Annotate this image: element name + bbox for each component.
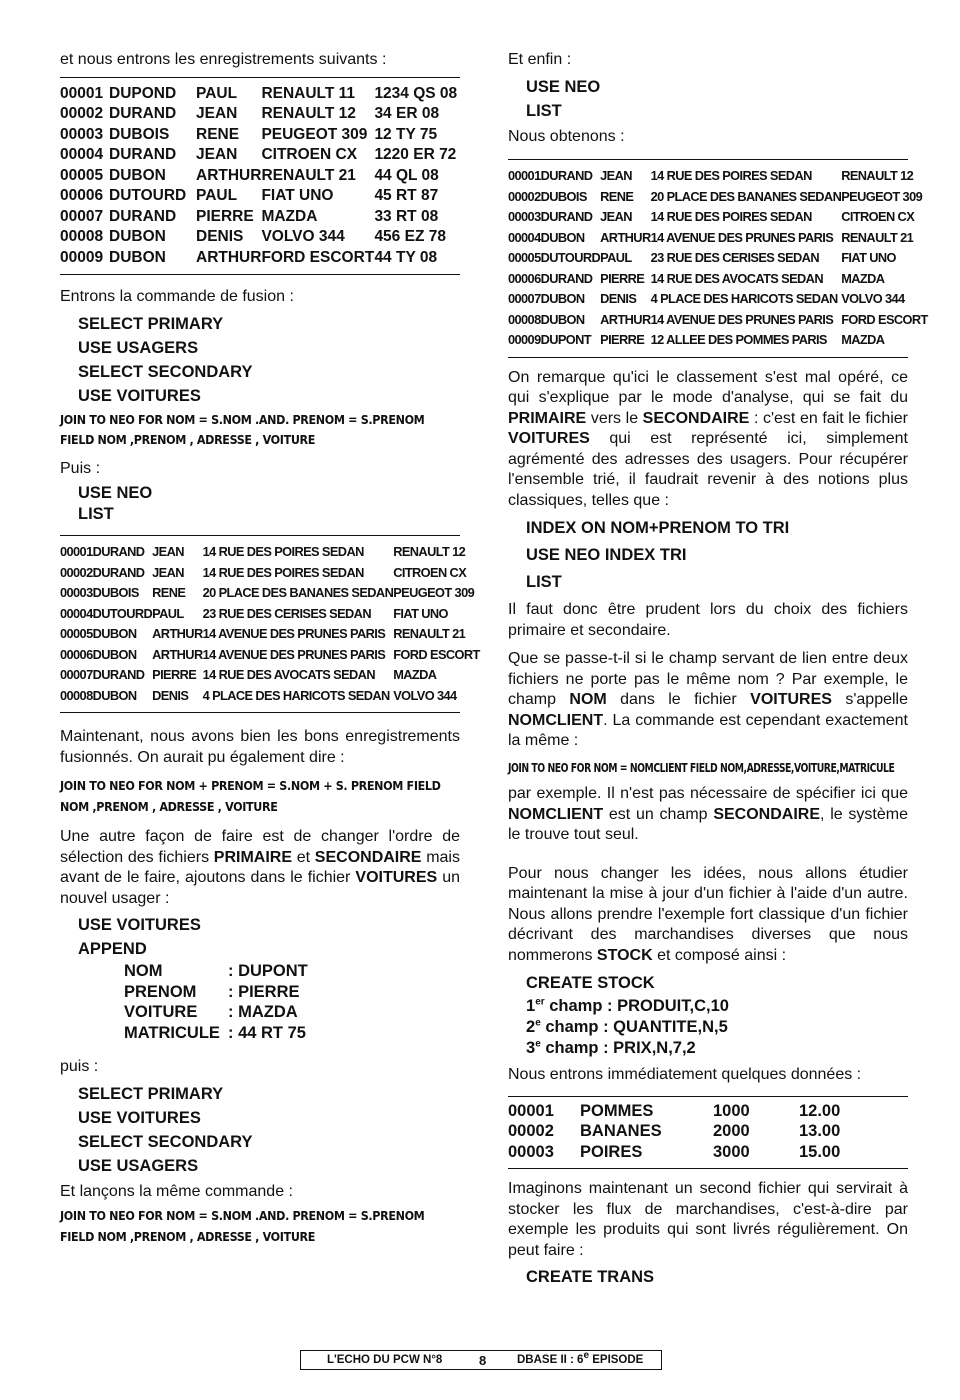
table-cell: ARTHUR <box>152 646 203 662</box>
table-cell: 14 RUE DES POIRES SEDAN <box>202 564 364 580</box>
command-block-3 <box>60 913 460 961</box>
table-cell: RENAULT 12 <box>393 544 466 559</box>
table-cell: 00001 <box>508 168 541 183</box>
que-se-passe-text: Que se passe-t-il si le champ servant de lien entre deux fichiers ne porte pas le même nom ? Par exemple, le champ NOM dans le fichier VOITURES s'appelle NOMCLIENT. La commande est cependant exactement la même : <box>508 650 909 749</box>
table-cell: 1220 ER 72 <box>374 146 457 163</box>
table-cell: POMMES <box>580 1101 654 1120</box>
table-cell: 00003 <box>508 1142 554 1161</box>
table-row <box>60 645 480 666</box>
table-cell: DURAND <box>109 146 177 163</box>
table-cell: RENAULT 21 <box>393 626 466 641</box>
table-cell: 20 PLACE DES BANANES SEDAN <box>202 585 394 600</box>
table-cell: 00004 <box>60 146 104 163</box>
table-cell: 00008 <box>508 311 541 327</box>
obtenons-text: Nous obtenons : <box>508 127 625 145</box>
table-cell: FORD ESCORT <box>261 248 375 266</box>
table-cell: 00002 <box>60 105 104 122</box>
table-cell: JEAN <box>152 544 184 559</box>
champs-list <box>508 996 908 1059</box>
field-value: : DUPONT <box>228 962 308 980</box>
table-cell: PEUGEOT 309 <box>261 125 368 143</box>
table-cell: DUTOURD <box>540 250 601 265</box>
table-row <box>60 186 457 207</box>
command-block-4 <box>60 1082 460 1178</box>
table-cell: DUPONT <box>540 332 592 347</box>
table-cell: 00002 <box>508 1122 554 1140</box>
champ-line: 1er champ : PRODUIT,C,10 <box>526 996 729 1015</box>
table-cell: RENAULT 21 <box>261 166 356 184</box>
table-cell: 44 TY 08 <box>374 248 438 266</box>
table-cell: RENE <box>600 188 634 204</box>
table-cell: 14 RUE DES AVOCATS SEDAN <box>650 270 823 286</box>
table-cell: 00002 <box>508 188 541 204</box>
stock-table <box>508 1101 840 1163</box>
table-row <box>60 227 457 248</box>
table-cell: CITROEN CX <box>261 146 358 163</box>
table-cell: JEAN <box>600 168 632 183</box>
page-footer <box>300 1350 662 1370</box>
table-cell: ARTHUR <box>196 166 262 184</box>
table-cell: 4 PLACE DES HARICOTS SEDAN <box>202 687 390 703</box>
table-cell: 00006 <box>60 187 104 204</box>
command-line: USE NEO <box>526 77 601 96</box>
records-table-2 <box>60 542 480 706</box>
table-cell: 14 AVENUE DES PRUNES PARIS <box>202 626 386 641</box>
champ-line: 3e champ : PRIX,N,7,2 <box>526 1038 696 1057</box>
table-cell: 23 RUE DES CERISES SEDAN <box>202 605 371 621</box>
table-cell: POIRES <box>580 1142 643 1161</box>
table-cell: 00004 <box>60 605 93 621</box>
table-cell: 14 AVENUE DES PRUNES PARIS <box>650 229 834 245</box>
pour-nous-text: Pour nous changer les idées, nous allons étudier maintenant la mise à jour d'un fichier à l'aide d'un autre. Nous allons prendre l'exemple fort classique d'un fichier décrivant des marchandises diverses que nous nommerons STOCK et composé ainsi : <box>508 864 908 964</box>
command-block-5 <box>508 75 908 123</box>
intro-text: et nous entrons les enregistrements suivants : <box>60 51 387 68</box>
table-cell: DUBOIS <box>109 125 170 143</box>
table-row <box>60 604 480 625</box>
command-line: USE NEO INDEX TRI <box>526 546 687 564</box>
prudent-text: Il faut donc être prudent lors du choix des fichiers primaire et secondaire. <box>508 601 908 639</box>
right-column <box>508 50 928 1289</box>
table-cell: 14 AVENUE DES PRUNES PARIS <box>650 311 834 327</box>
table-cell: JEAN <box>196 105 238 122</box>
table-cell: DUBON <box>92 646 137 662</box>
table-row <box>508 1101 840 1122</box>
table-cell: 00009 <box>508 332 541 347</box>
append-fields <box>60 961 460 1043</box>
table-cell: 00009 <box>60 248 104 266</box>
command-line: USE USAGERS <box>78 338 199 357</box>
table-cell: 33 RT 08 <box>374 207 439 225</box>
table-cell: VOLVO 344 <box>393 687 457 703</box>
table-cell: 00006 <box>60 646 93 662</box>
table-cell: DUBON <box>540 291 585 306</box>
append-field-line <box>60 1023 460 1044</box>
table-cell: FORD ESCORT <box>841 311 928 327</box>
command-block-1 <box>60 312 460 408</box>
table-cell: 14 AVENUE DES PRUNES PARIS <box>202 646 386 662</box>
table-cell: CITROEN CX <box>393 564 467 580</box>
table-cell: DUBON <box>109 248 166 266</box>
join-command-1: JOIN TO NEO FOR NOM = S.NOM .AND. PRENOM = S.PRENOM FIELD NOM ,PRENOM , ADRESSE , VOITURE <box>60 411 425 447</box>
table-row <box>508 289 928 310</box>
footer-page-number: 8 <box>479 1352 487 1368</box>
append-field-line <box>60 982 460 1003</box>
table-cell: DUBOIS <box>92 585 139 600</box>
command-block-6 <box>508 515 908 596</box>
table-cell: DUBON <box>540 229 585 245</box>
table-cell: JEAN <box>196 146 238 163</box>
table-cell: DUBON <box>92 626 137 641</box>
table-cell: RENE <box>196 125 240 143</box>
command-line: SELECT PRIMARY <box>78 1084 224 1103</box>
table-cell: 00008 <box>60 228 104 245</box>
enfin-text: Et enfin : <box>508 51 572 68</box>
table-row <box>508 166 928 187</box>
create-stock-command: CREATE STOCK <box>526 974 655 992</box>
table-row <box>508 207 928 228</box>
table-cell: RENAULT 11 <box>261 84 356 102</box>
command-line: USE VOITURES <box>78 386 201 405</box>
stock-table-body <box>508 1101 840 1163</box>
table-cell: 20 PLACE DES BANANES SEDAN <box>650 188 842 204</box>
table-cell: JEAN <box>600 209 632 224</box>
command-line: LIST <box>78 505 114 523</box>
table-cell: DURAND <box>540 168 593 183</box>
table-cell: DUTOURD <box>92 605 153 621</box>
table-cell: PIERRE <box>600 270 645 286</box>
command-line: LIST <box>526 573 562 591</box>
table-cell: DUBON <box>109 228 166 245</box>
champ-line: 2e champ : QUANTITE,N,5 <box>526 1017 728 1036</box>
table-cell: FIAT UNO <box>841 250 896 265</box>
donnees-text: Nous entrons immédiatement quelques données : <box>508 1066 862 1083</box>
table-row <box>508 187 928 208</box>
table-cell: DURAND <box>92 544 145 559</box>
table-row <box>60 207 457 228</box>
field-name: NOM <box>124 962 163 980</box>
table-cell: 12.00 <box>799 1101 841 1120</box>
puis-label-2: puis : <box>60 1058 99 1075</box>
join-command-2: JOIN TO NEO FOR NOM + PRENOM = S.NOM + S. PRENOM FIELD NOM ,PRENOM , ADRESSE , VOITURE <box>60 778 441 814</box>
table-cell: 00003 <box>60 125 104 143</box>
table-row <box>508 1121 840 1142</box>
table-cell: DUTOURD <box>109 187 187 204</box>
records-table-2-body <box>60 542 480 706</box>
table-cell: 00004 <box>508 229 541 245</box>
table-cell: 12 TY 75 <box>374 125 438 143</box>
join-command-4: JOIN TO NEO FOR NOM = NOMCLIENT FIELD NOM,ADRESSE,VOITURE,MATRICULE <box>508 760 895 775</box>
table-cell: 00008 <box>60 687 93 703</box>
table-cell: PIERRE <box>196 207 254 225</box>
table-row <box>508 1142 840 1163</box>
left-column <box>60 50 480 1247</box>
table-cell: 4 PLACE DES HARICOTS SEDAN <box>650 291 838 306</box>
table-cell: 00007 <box>60 207 104 225</box>
table-cell: DENIS <box>196 228 244 245</box>
table-row <box>60 145 457 166</box>
table-cell: DUBON <box>540 311 585 327</box>
table-cell: PAUL <box>196 84 238 102</box>
table-row <box>60 686 480 707</box>
create-trans-command: CREATE TRANS <box>526 1268 655 1286</box>
table-cell: PAUL <box>196 187 238 204</box>
table-cell: MAZDA <box>393 667 437 682</box>
table-cell: VOLVO 344 <box>261 228 345 245</box>
table-cell: MAZDA <box>261 207 318 225</box>
table-cell: 14 RUE DES AVOCATS SEDAN <box>202 667 375 682</box>
table-row <box>508 228 928 249</box>
join-command-3: JOIN TO NEO FOR NOM = S.NOM .AND. PRENOM = S.PRENOM FIELD NOM ,PRENOM , ADRESSE , VOITURE <box>60 1208 425 1244</box>
command-line: INDEX ON NOM+PRENOM TO TRI <box>526 519 790 537</box>
lancons-text: Et lançons la même commande : <box>60 1182 293 1200</box>
table-cell: PAUL <box>600 250 632 265</box>
field-value: : PIERRE <box>228 982 300 1001</box>
table-cell: MAZDA <box>841 270 885 286</box>
table-cell: FORD ESCORT <box>393 646 480 662</box>
table-row <box>60 624 480 645</box>
field-value: : 44 RT 75 <box>228 1023 306 1042</box>
table-cell: PAUL <box>152 605 184 621</box>
table-cell: 13.00 <box>799 1122 841 1140</box>
table-cell: 00001 <box>508 1101 554 1120</box>
command-block-2 <box>60 483 460 525</box>
table-cell: VOLVO 344 <box>841 291 905 306</box>
append-field-line <box>60 961 460 982</box>
table-cell: 456 EZ 78 <box>374 228 446 245</box>
table-cell: ARTHUR <box>152 626 203 641</box>
fusion-intro: Entrons la commande de fusion : <box>60 288 294 305</box>
table-cell: 00003 <box>60 585 93 600</box>
table-row <box>508 248 928 269</box>
table-cell: 1234 QS 08 <box>374 84 458 102</box>
table-cell: 00003 <box>508 209 541 224</box>
command-line: SELECT SECONDARY <box>78 1132 253 1151</box>
table-cell: FIAT UNO <box>261 187 334 204</box>
table-cell: DENIS <box>600 291 637 306</box>
footer-section: DBASE II : 6e EPISODE <box>517 1350 644 1366</box>
table-cell: PIERRE <box>152 667 197 682</box>
puis-label: Puis : <box>60 459 101 477</box>
table-row <box>508 310 928 331</box>
table-cell: 00005 <box>60 166 104 184</box>
autre-facon-text: Une autre façon de faire est de changer l'ordre de sélection des fichiers PRIMAIRE et SECONDAIRE mais avant de le faire, ajoutons dans le fichier VOITURES un nouvel usager : <box>60 828 460 907</box>
table-row <box>60 248 457 269</box>
table-cell: DUPOND <box>109 84 177 102</box>
table-cell: 34 ER 08 <box>374 105 440 122</box>
table-cell: 00001 <box>60 84 104 102</box>
table-cell: 14 RUE DES POIRES SEDAN <box>650 168 812 183</box>
command-line: LIST <box>526 101 562 120</box>
table-row <box>60 125 457 146</box>
table-cell: DUBOIS <box>540 188 587 204</box>
table-cell: DENIS <box>152 687 189 703</box>
field-name: VOITURE <box>124 1003 198 1021</box>
table-cell: 15.00 <box>799 1142 841 1161</box>
command-line: USE VOITURES <box>78 916 201 934</box>
command-line: USE VOITURES <box>78 1108 201 1127</box>
table-row <box>60 583 480 604</box>
remarque-text: On remarque qu'ici le classement s'est mal opéré, ce qui s'explique par le mode d'analyse, qui se fait du PRIMAIRE vers le SECONDAIRE : c'est en fait le fichier VOITURES qui est représenté ici, simplement agrémenté des adresses des usagers. Pour récupérer l'ensemble trié, il faudrait revenir à des notions plus classiques, telles que : <box>508 368 908 509</box>
table-row <box>60 542 480 563</box>
table-cell: FIAT UNO <box>393 605 448 621</box>
table-cell: MAZDA <box>841 332 885 347</box>
par-exemple-text: par exemple. Il n'est pas nécessaire de spécifier ici que NOMCLIENT est un champ SECONDAIRE, le système le trouve tout seul. <box>508 785 909 843</box>
table-cell: ARTHUR <box>600 311 651 327</box>
records-table-3 <box>508 166 928 351</box>
table-cell: 3000 <box>713 1142 750 1161</box>
table-cell: 00007 <box>508 291 541 306</box>
table-row <box>60 563 480 584</box>
table-cell: 14 RUE DES POIRES SEDAN <box>650 209 812 224</box>
table-cell: 45 RT 87 <box>374 187 439 204</box>
table-cell: PEUGEOT 309 <box>841 188 923 204</box>
field-value: : MAZDA <box>228 1003 298 1021</box>
table-cell: ARTHUR <box>196 248 262 266</box>
table-cell: DURAND <box>92 564 145 580</box>
table-cell: RENAULT 12 <box>841 168 914 183</box>
table-cell: 44 QL 08 <box>374 166 439 184</box>
command-line: USE USAGERS <box>78 1156 199 1175</box>
table-cell: 1000 <box>713 1101 750 1120</box>
command-line: APPEND <box>78 940 147 958</box>
table-cell: 00006 <box>508 270 541 286</box>
table-cell: 00005 <box>60 626 93 641</box>
records-table-3-body <box>508 166 928 351</box>
table-row <box>60 665 480 686</box>
table-cell: RENE <box>152 585 186 600</box>
footer-magazine: L'ECHO DU PCW N°8 <box>327 1354 443 1366</box>
table-cell: BANANES <box>580 1122 662 1140</box>
table-cell: DUBON <box>92 687 137 703</box>
field-name: PRENOM <box>124 982 197 1001</box>
table-cell: 00001 <box>60 544 93 559</box>
table-row <box>508 269 928 290</box>
table-row <box>508 330 928 351</box>
table-cell: PEUGEOT 309 <box>393 585 475 600</box>
table-cell: DURAND <box>109 105 177 122</box>
table-cell: ARTHUR <box>600 229 651 245</box>
table-cell: 00005 <box>508 250 541 265</box>
table-cell: DURAND <box>540 209 593 224</box>
table-cell: 00007 <box>60 667 93 682</box>
table-row <box>60 166 457 187</box>
records-table-1 <box>60 84 457 269</box>
table-row <box>60 104 457 125</box>
table-cell: CITROEN CX <box>841 209 915 224</box>
command-line: SELECT PRIMARY <box>78 314 224 333</box>
maintenant-text: Maintenant, nous avons bien les bons enregistrements fusionnés. On aurait pu également dire : <box>60 728 460 766</box>
table-cell: DUBON <box>109 166 166 184</box>
table-cell: RENAULT 12 <box>261 105 356 122</box>
table-cell: 00002 <box>60 564 93 580</box>
records-table-1-body <box>60 84 457 269</box>
table-row <box>60 84 457 105</box>
table-cell: DURAND <box>109 207 177 225</box>
table-cell: PIERRE <box>600 332 645 347</box>
imaginons-text: Imaginons maintenant un second fichier qui servirait à stocker les flux de marchandises, c'est-à-dire par exemple les produits qui sont livrés régulièrement. On peut faire : <box>508 1180 908 1259</box>
command-line: USE NEO <box>78 484 153 502</box>
command-line: SELECT SECONDARY <box>78 362 253 381</box>
table-cell: 23 RUE DES CERISES SEDAN <box>650 250 819 265</box>
table-cell: 12 ALLEE DES POMMES PARIS <box>650 332 827 347</box>
table-cell: 2000 <box>713 1122 750 1140</box>
table-cell: DURAND <box>540 270 593 286</box>
table-cell: DURAND <box>92 667 145 682</box>
table-cell: RENAULT 21 <box>841 229 914 245</box>
table-cell: JEAN <box>152 564 184 580</box>
field-name: MATRICULE <box>124 1023 220 1042</box>
append-field-line <box>60 1002 460 1023</box>
table-cell: 14 RUE DES POIRES SEDAN <box>202 544 364 559</box>
